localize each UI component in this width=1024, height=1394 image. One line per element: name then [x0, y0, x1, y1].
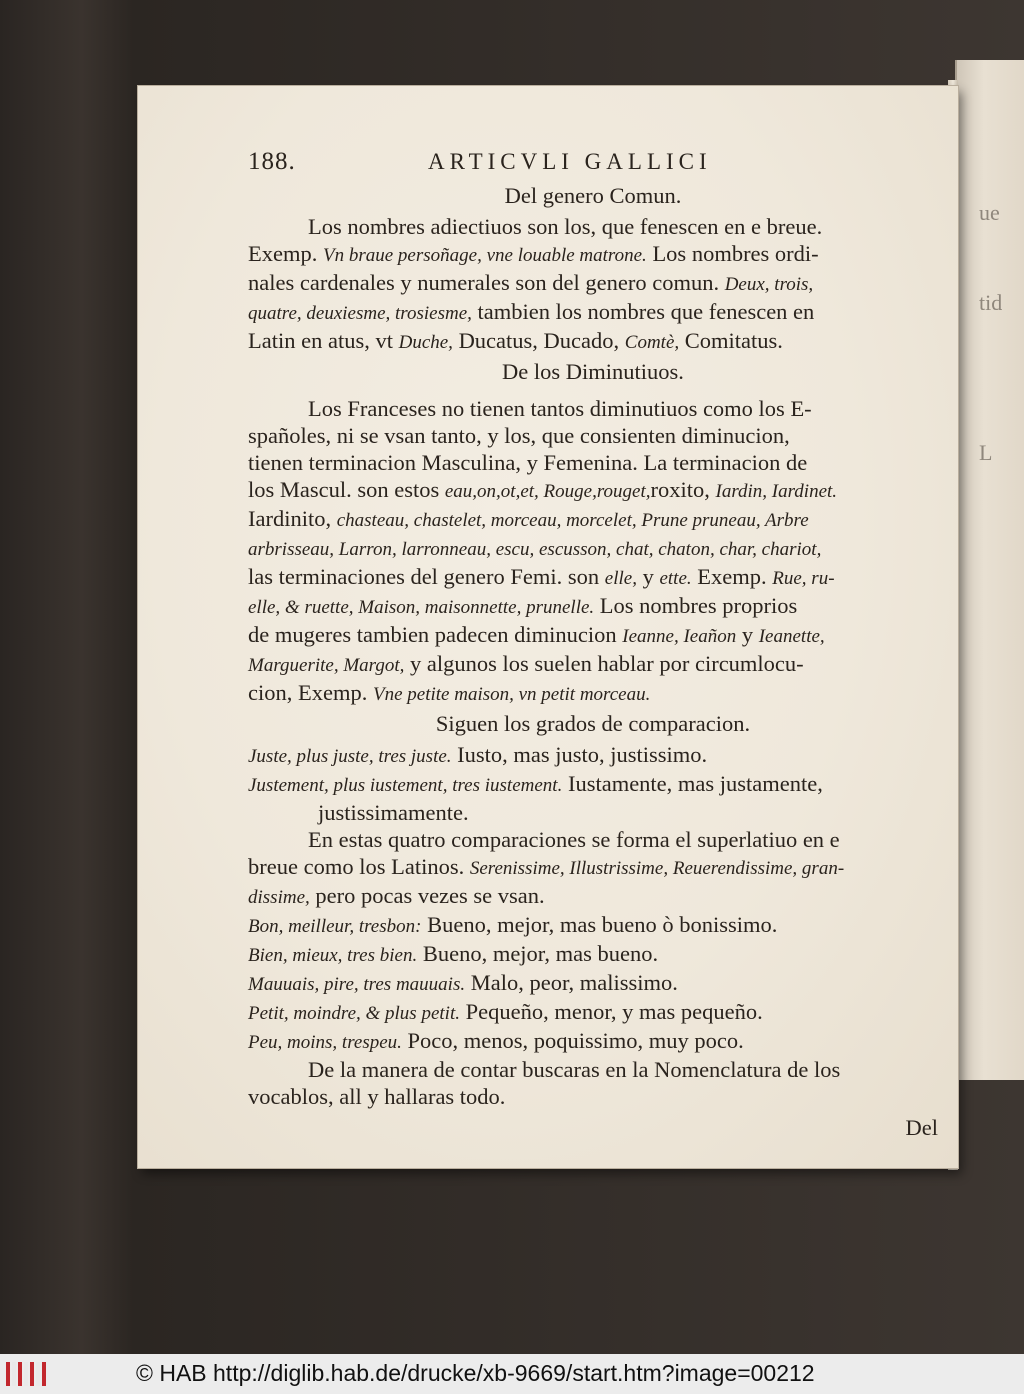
- italic-run: Ieanne, Ieañon: [622, 626, 737, 647]
- text-line: [248, 505, 938, 534]
- running-head: [248, 146, 938, 180]
- section-heading: Siguen los grados de comparacion.: [435, 711, 751, 736]
- text-run: Iustamente, mas justamente,: [562, 771, 823, 796]
- text-run: Iusto, mas justo, justissimo.: [451, 742, 708, 767]
- text-line: [248, 911, 938, 940]
- text-line: [248, 592, 938, 621]
- text-line: vocablos, all y hallaras todo.: [248, 1084, 506, 1109]
- text-line: [248, 969, 938, 998]
- italic-run: Comtè,: [624, 332, 680, 353]
- italic-run: Peu, moins, trespeu.: [248, 1032, 402, 1053]
- text-run: Los nombres proprios: [594, 593, 798, 618]
- italic-run: Petit, moindre, & plus petit.: [248, 1003, 460, 1024]
- text-line: [248, 476, 938, 505]
- text-run: cion, Exemp.: [248, 680, 373, 705]
- paragraph: [248, 213, 938, 356]
- section-heading: Del genero Comun.: [504, 183, 682, 208]
- text-line: [248, 269, 938, 298]
- copyright-url[interactable]: © HAB http://diglib.hab.de/drucke/xb-9669/start.htm?image=00212: [136, 1360, 815, 1386]
- text-run: Pequeño, menor, y mas pequeño.: [459, 999, 763, 1024]
- text-line: [248, 741, 938, 770]
- book-page: [138, 86, 958, 1168]
- text-line: [248, 534, 938, 563]
- italic-run: quatre, deuxiesme, trosiesme,: [248, 303, 472, 324]
- text-line: [248, 770, 938, 799]
- text-run: Comitatus.: [679, 328, 783, 353]
- text-run: roxito,: [650, 477, 716, 502]
- text-line: spañoles, ni se vsan tanto, y los, que consienten diminucion,: [248, 423, 790, 448]
- text-line: [248, 940, 938, 969]
- italic-run: Vne petite maison, vn petit morceau.: [372, 684, 651, 705]
- italic-run: Bon, meilleur, tresbon:: [248, 916, 422, 937]
- text-run: Bueno, mejor, mas bueno.: [417, 941, 659, 966]
- text-run: Los nombres ordi-: [646, 241, 819, 266]
- text-run: los Mascul. son estos: [248, 477, 445, 502]
- italic-run: Rue, ru-: [772, 568, 835, 589]
- text-run: pero pocas vezes se vsan.: [309, 883, 545, 908]
- text-run: tambien los nombres que fenescen en: [471, 299, 815, 324]
- facing-page: [955, 60, 1024, 1080]
- paragraph: [248, 1056, 938, 1110]
- text-run: Malo, peor, malissimo.: [465, 970, 678, 995]
- italic-run: Vn braue persoñage, vne louable matrone.: [322, 245, 647, 266]
- italic-run: dissime,: [248, 887, 310, 908]
- text-run: Exemp.: [248, 241, 323, 266]
- text-run: Poco, menos, poquissimo, muy poco.: [401, 1028, 744, 1053]
- text-line: [248, 327, 938, 356]
- facing-page-bleed: L: [979, 440, 993, 465]
- italic-run: ette.: [659, 568, 692, 589]
- text-line: [248, 998, 938, 1027]
- page-text: [248, 146, 938, 1141]
- section-heading: De los Diminutiuos.: [502, 359, 684, 384]
- text-run: Iardinito,: [248, 506, 337, 531]
- facing-page-bleed: ue: [979, 200, 1000, 225]
- text-line: [248, 650, 938, 679]
- italic-run: Ieanette,: [758, 626, 825, 647]
- text-run: Bueno, mejor, mas bueno ò bonissimo.: [421, 912, 778, 937]
- text-run: nales cardenales y numerales son del genero comun.: [248, 270, 725, 295]
- text-run: las terminaciones del genero Femi. son: [248, 564, 605, 589]
- text-run: de mugeres tambien padecen diminucion: [248, 622, 623, 647]
- italic-run: Deux, trois,: [724, 274, 814, 295]
- italic-run: Marguerite, Margot,: [248, 655, 405, 676]
- italic-run: arbrisseau, Larron, larronneau, escu, escusson, chat, chaton, char, chariot,: [248, 539, 822, 560]
- text-line: [248, 563, 938, 592]
- text-line: [248, 853, 938, 882]
- italic-run: Mauuais, pire, tres mauuais.: [248, 974, 466, 995]
- paragraph: [248, 741, 938, 826]
- paragraph: [248, 395, 938, 708]
- text-line: [248, 240, 938, 269]
- text-run: breue como los Latinos.: [248, 854, 470, 879]
- facing-page-bleed: tid: [979, 290, 1003, 315]
- text-line: De la manera de contar buscaras en la Nomenclatura de los: [308, 1057, 841, 1082]
- text-line: Los Franceses no tienen tantos diminutiuos como los E-: [308, 396, 812, 421]
- text-run: y: [736, 622, 759, 647]
- header-title: ARTICVLI GALLICI: [428, 149, 712, 174]
- text-line: [248, 1027, 938, 1056]
- text-run: y algunos los suelen hablar por circumlocu-: [404, 651, 804, 676]
- paragraph: [248, 826, 938, 911]
- italic-run: Juste, plus juste, tres juste.: [248, 746, 452, 767]
- comparison-list: [248, 911, 938, 1056]
- text-line: justissimamente.: [318, 800, 469, 825]
- italic-run: elle, & ruette, Maison, maisonnette, prunelle.: [248, 597, 595, 618]
- italic-run: Justement, plus iustement, tres iustement.: [248, 775, 563, 796]
- page-number: 188.: [248, 148, 296, 175]
- catchword: Del: [905, 1115, 938, 1140]
- text-line: [248, 882, 938, 911]
- text-line: Los nombres adiectiuos son los, que fenescen en e breue.: [308, 214, 823, 239]
- italic-run: Iardin, Iardinet.: [715, 481, 838, 502]
- italic-run: Serenissime, Illustrissime, Reuerendissime, gran-: [469, 858, 845, 879]
- text-line: [248, 621, 938, 650]
- text-line: [248, 298, 938, 327]
- italic-run: Bien, mieux, tres bien.: [248, 945, 418, 966]
- text-line: [248, 679, 938, 708]
- italic-run: chasteau, chastelet, morceau, morcelet, Prune pruneau, Arbre: [336, 510, 809, 531]
- italic-run: Duche,: [398, 332, 453, 353]
- italic-run: elle,: [604, 568, 637, 589]
- italic-run: eau,on,ot,et, Rouge,rouget,: [444, 481, 651, 502]
- text-run: Latin en atus, vt: [248, 328, 399, 353]
- text-run: Exemp.: [691, 564, 773, 589]
- footer-bar: [0, 1354, 1024, 1394]
- text-run: Ducatus, Ducado,: [452, 328, 625, 353]
- hab-logo-icon: [6, 1362, 46, 1386]
- text-run: y: [636, 564, 660, 589]
- text-line: tienen terminacion Masculina, y Femenina. La terminacion de: [248, 450, 808, 475]
- text-line: En estas quatro comparaciones se forma el superlatiuo en e: [308, 827, 840, 852]
